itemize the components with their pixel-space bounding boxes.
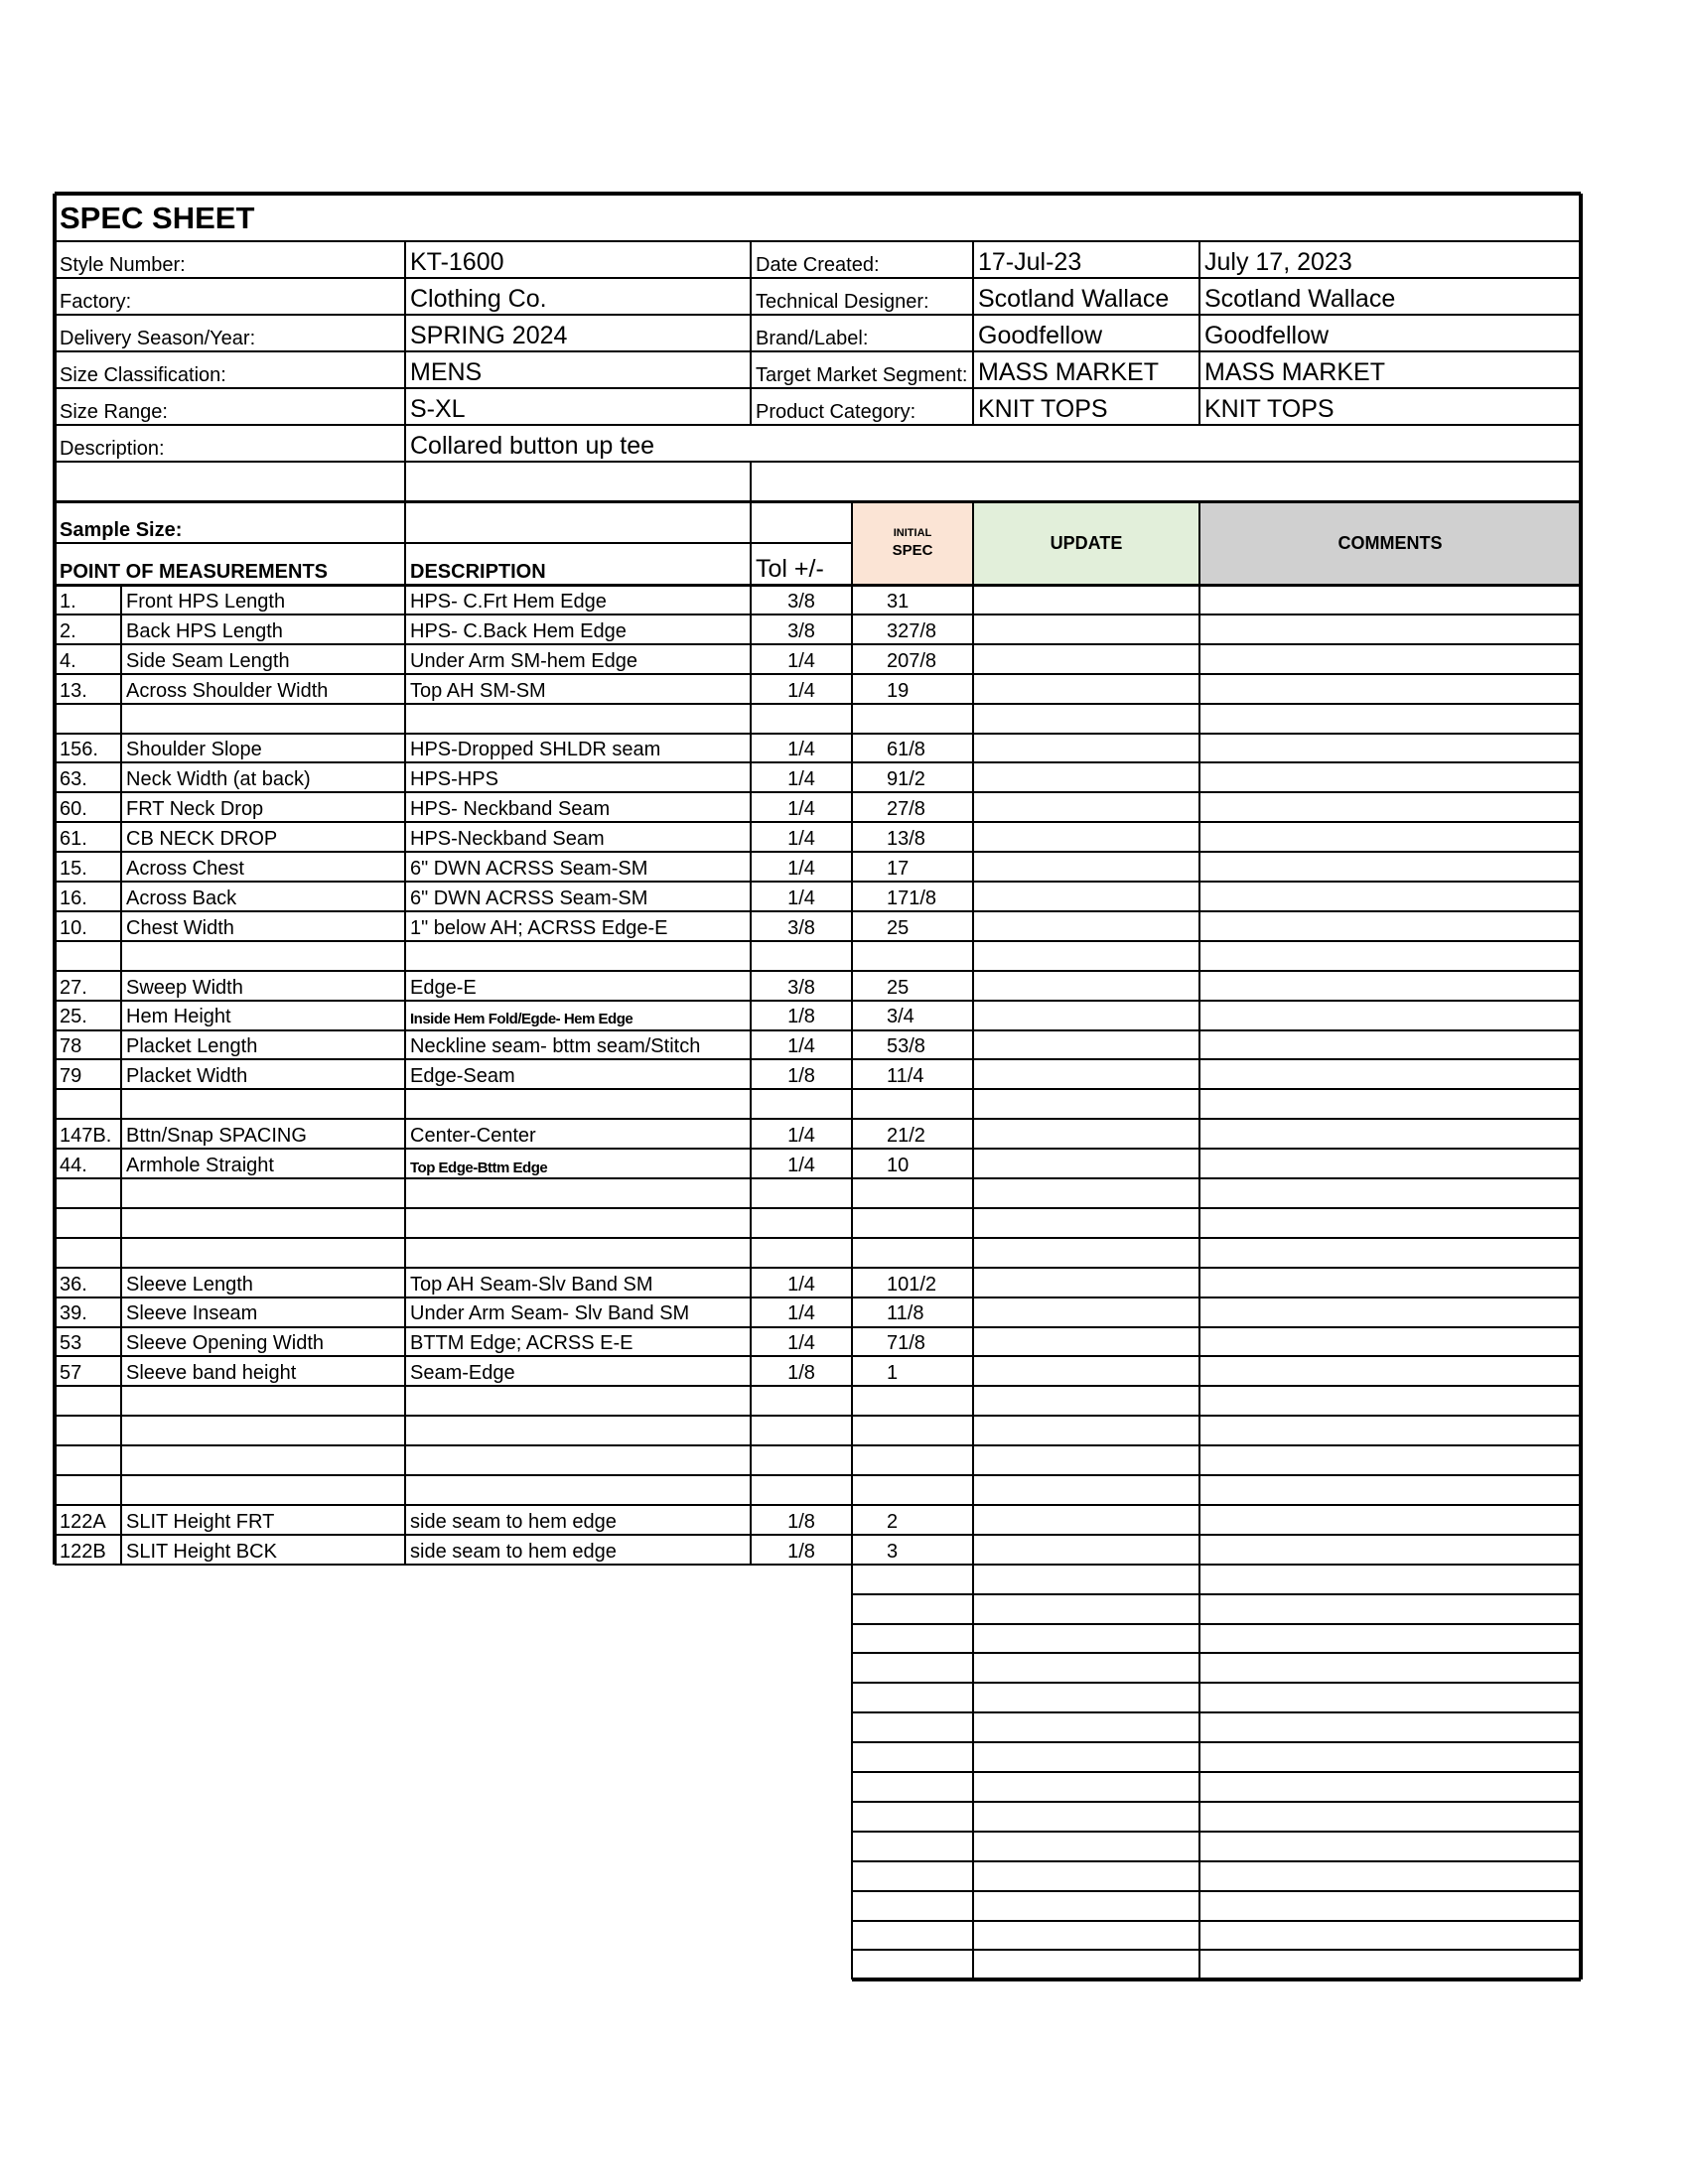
pom-name: Placket Width <box>126 1065 248 1088</box>
pom-description: Edge-Seam <box>410 1065 515 1088</box>
header-label: Size Range: <box>60 401 168 423</box>
pom-description <box>405 1386 751 1416</box>
sample-size-label: Sample Size: <box>60 519 183 541</box>
pom-initial-spec <box>852 1475 973 1505</box>
pom-number: 122A <box>60 1510 106 1533</box>
grid-line-h <box>55 542 852 544</box>
pom-description: side seam to hem edge <box>410 1510 617 1533</box>
header-label: Brand/Label: <box>756 328 869 349</box>
grid-line-h <box>852 1831 1581 1833</box>
pom-tolerance <box>751 1475 852 1505</box>
pom-description: Top Edge-Bttm Edge <box>410 1159 548 1176</box>
pom-tolerance: 1/8 <box>787 1362 815 1385</box>
pom-name: SLIT Height BCK <box>126 1540 277 1563</box>
pom-description: Center-Center <box>410 1125 536 1148</box>
pom-number: 57 <box>60 1362 82 1385</box>
description-label: Description: <box>60 438 165 460</box>
pom-tolerance: 1/4 <box>787 739 815 761</box>
grid-line-h <box>852 1890 1581 1892</box>
pom-number: 53 <box>60 1332 82 1355</box>
pom-number: 4. <box>60 649 76 672</box>
pom-tolerance <box>751 1238 852 1268</box>
pom-initial-spec <box>852 941 973 971</box>
grid-line-h <box>55 1564 1581 1566</box>
pom-tolerance: 3/8 <box>787 916 815 939</box>
pom-number: 36. <box>60 1273 87 1296</box>
grid-line-h <box>55 1444 1581 1446</box>
description-value: Collared button up tee <box>410 432 655 460</box>
pom-initial-spec: 17 <box>887 857 910 880</box>
grid-line-h <box>55 1118 1581 1120</box>
pom-number: 16. <box>60 887 87 909</box>
pom-initial-spec <box>852 1445 973 1475</box>
pom-description <box>405 1089 751 1119</box>
pom-initial-spec: 327/8 <box>887 619 937 642</box>
pom-number <box>55 1208 121 1238</box>
pom-number <box>55 1445 121 1475</box>
grid-line-h <box>55 821 1581 823</box>
header-label: Size Classification: <box>60 364 226 386</box>
pom-initial-spec <box>852 1089 973 1119</box>
grid-line-v <box>972 501 974 1979</box>
pom-description: HPS-HPS <box>410 768 498 791</box>
pom-initial-spec <box>852 1208 973 1238</box>
pom-description: HPS- C.Frt Hem Edge <box>410 590 607 613</box>
grid-line-h <box>55 1385 1581 1387</box>
pom-tolerance: 3/8 <box>787 619 815 642</box>
pom-description <box>405 1475 751 1505</box>
pom-initial-spec: 13/8 <box>887 828 925 851</box>
pom-tolerance: 1/8 <box>787 1065 815 1088</box>
pom-name <box>121 941 405 971</box>
grid-line-h <box>55 1058 1581 1060</box>
pom-number <box>55 704 121 734</box>
pom-tolerance: 1/4 <box>787 1035 815 1058</box>
pom-initial-spec: 61/8 <box>887 739 925 761</box>
pom-name: Neck Width (at back) <box>126 768 311 791</box>
pom-description: Top AH SM-SM <box>410 679 546 702</box>
grid-line-h <box>55 314 1581 316</box>
pom-number: 147B. <box>60 1125 112 1148</box>
grid-line-h <box>852 1741 1581 1743</box>
pom-name: Sleeve Length <box>126 1273 253 1296</box>
pom-number: 61. <box>60 828 87 851</box>
grid-line-h <box>852 1771 1581 1773</box>
pom-name: Back HPS Length <box>126 619 283 642</box>
pom-initial-spec: 101/2 <box>887 1273 937 1296</box>
pom-initial-spec <box>852 1178 973 1208</box>
header-label: Factory: <box>60 291 132 313</box>
pom-number: 1. <box>60 590 76 613</box>
pom-initial-spec <box>852 704 973 734</box>
pom-description <box>405 1445 751 1475</box>
pom-description: Edge-E <box>410 976 477 999</box>
pom-name: FRT Neck Drop <box>126 798 264 821</box>
pom-number: 2. <box>60 619 76 642</box>
pom-number: 25. <box>60 1006 87 1028</box>
header-value: KNIT TOPS <box>978 395 1108 423</box>
pom-tolerance: 1/8 <box>787 1006 815 1028</box>
pom-name: Across Chest <box>126 857 244 880</box>
grid-line-h <box>55 910 1581 912</box>
header-label: Delivery Season/Year: <box>60 328 256 349</box>
pom-number: 63. <box>60 768 87 791</box>
pom-tolerance: 1/4 <box>787 1332 815 1355</box>
grid-line-h <box>852 1682 1581 1684</box>
pom-initial-spec: 11/8 <box>887 1302 924 1325</box>
pom-name: Sleeve band height <box>126 1362 297 1385</box>
pom-description <box>405 1208 751 1238</box>
pom-description: 6" DWN ACRSS Seam-SM <box>410 857 648 880</box>
grid-line-h <box>55 970 1581 972</box>
pom-name: Hem Height <box>126 1006 231 1028</box>
pom-name: Across Back <box>126 887 237 909</box>
pom-tolerance: 1/4 <box>787 1302 815 1325</box>
pom-description: HPS-Neckband Seam <box>410 828 605 851</box>
pom-tolerance <box>751 1416 852 1445</box>
pom-description <box>405 1238 751 1268</box>
grid-line-h <box>55 192 1581 196</box>
grid-line-h <box>55 1000 1581 1002</box>
pom-number <box>55 1386 121 1416</box>
pom-name: Sleeve Inseam <box>126 1302 258 1325</box>
comments-header: COMMENTS <box>1337 533 1443 553</box>
grid-line-h <box>55 424 1581 426</box>
pom-name: Sweep Width <box>126 976 243 999</box>
pom-description <box>405 704 751 734</box>
pom-description: HPS- Neckband Seam <box>410 798 611 821</box>
pom-initial-spec: 31 <box>887 590 910 613</box>
pom-tolerance <box>751 1386 852 1416</box>
grid-line-h <box>852 1978 1581 1981</box>
grid-line-h <box>55 584 1581 587</box>
header-label: Style Number: <box>60 254 186 276</box>
pom-initial-spec: 53/8 <box>887 1035 925 1058</box>
pom-description: side seam to hem edge <box>410 1540 617 1563</box>
grid-line-h <box>55 791 1581 793</box>
pom-initial-spec: 71/8 <box>887 1332 925 1355</box>
pom-description: Under Arm SM-hem Edge <box>410 649 637 672</box>
pom-name <box>121 1475 405 1505</box>
pom-name: CB NECK DROP <box>126 828 278 851</box>
grid-line-h <box>55 500 1581 503</box>
pom-name: Chest Width <box>126 916 234 939</box>
grid-line-h <box>55 1474 1581 1476</box>
pom-initial-spec: 207/8 <box>887 649 937 672</box>
grid-line-h <box>55 1207 1581 1209</box>
grid-line-v <box>1579 194 1583 1979</box>
pom-tolerance: 3/8 <box>787 590 815 613</box>
grid-line-h <box>55 940 1581 942</box>
grid-line-h <box>852 1711 1581 1713</box>
grid-line-h <box>55 1415 1581 1417</box>
pom-initial-spec: 25 <box>887 976 910 999</box>
pom-number: 78 <box>60 1035 82 1058</box>
pom-initial-spec: 21/2 <box>887 1125 925 1148</box>
pom-tolerance: 1/4 <box>787 649 815 672</box>
pom-name <box>121 1238 405 1268</box>
grid-line-h <box>55 1177 1581 1179</box>
initial-label: INITIAL <box>893 527 932 539</box>
pom-initial-spec: 2 <box>887 1510 899 1533</box>
header-value: Scotland Wallace <box>978 285 1170 313</box>
pom-initial-spec <box>852 1238 973 1268</box>
pom-initial-spec: 11/4 <box>887 1065 924 1088</box>
pom-number: 15. <box>60 857 87 880</box>
grid-line-h <box>852 1593 1581 1595</box>
pom-description <box>405 941 751 971</box>
grid-line-h <box>852 1623 1581 1625</box>
pom-number: 122B <box>60 1540 106 1563</box>
header-value: MENS <box>410 358 483 386</box>
grid-line-h <box>55 1355 1581 1357</box>
grid-line-h <box>55 1267 1581 1269</box>
pom-tolerance: 1/8 <box>787 1510 815 1533</box>
grid-line-h <box>55 761 1581 763</box>
pom-description: 6" DWN ACRSS Seam-SM <box>410 887 648 909</box>
grid-line-h <box>852 1801 1581 1803</box>
grid-line-v <box>750 241 752 425</box>
description-header: DESCRIPTION <box>410 561 546 583</box>
grid-line-h <box>55 1088 1581 1090</box>
grid-line-v <box>1198 241 1200 425</box>
pom-name <box>121 1386 405 1416</box>
pom-description: Top AH Seam-Slv Band SM <box>410 1273 653 1296</box>
header-label: Target Market Segment: <box>756 364 968 386</box>
pom-initial-spec: 25 <box>887 916 910 939</box>
pom-tolerance <box>751 704 852 734</box>
pom-number <box>55 1416 121 1445</box>
pom-tolerance: 1/4 <box>787 1273 815 1296</box>
pom-tolerance: 1/4 <box>787 679 815 702</box>
pom-description: HPS-Dropped SHLDR seam <box>410 739 661 761</box>
spec-label: SPEC <box>892 542 933 559</box>
pom-initial-spec: 171/8 <box>887 887 937 909</box>
pom-initial-spec: 10 <box>887 1154 910 1176</box>
pom-initial-spec <box>852 1386 973 1416</box>
pom-tolerance <box>751 1089 852 1119</box>
grid-line-h <box>55 461 1581 463</box>
pom-tolerance: 1/8 <box>787 1540 815 1563</box>
pom-number <box>55 1089 121 1119</box>
grid-line-h <box>55 1148 1581 1150</box>
grid-line-h <box>55 1297 1581 1298</box>
pom-number: 156. <box>60 739 98 761</box>
grid-line-v <box>972 241 974 425</box>
grid-line-h <box>852 1920 1581 1922</box>
grid-line-h <box>55 1504 1581 1506</box>
pom-name: Armhole Straight <box>126 1154 274 1176</box>
header-value: MASS MARKET <box>1204 358 1385 386</box>
pom-number: 79 <box>60 1065 82 1088</box>
header-label: Date Created: <box>756 254 880 276</box>
header-value: KNIT TOPS <box>1204 395 1335 423</box>
pom-description: Under Arm Seam- Slv Band SM <box>410 1302 690 1325</box>
pom-initial-spec: 91/2 <box>887 768 925 791</box>
pom-tolerance: 1/4 <box>787 887 815 909</box>
header-value: Scotland Wallace <box>1204 285 1396 313</box>
pom-name <box>121 704 405 734</box>
pom-tolerance <box>751 1208 852 1238</box>
pom-tolerance <box>751 1445 852 1475</box>
pom-number: 13. <box>60 679 87 702</box>
initial-spec-header <box>852 501 973 585</box>
pom-tolerance: 1/4 <box>787 828 815 851</box>
pom-header: POINT OF MEASUREMENTS <box>60 561 329 583</box>
pom-description <box>405 1178 751 1208</box>
grid-line-h <box>55 1534 1581 1536</box>
pom-description: 1" below AH; ACRSS Edge-E <box>410 916 668 939</box>
pom-number: 44. <box>60 1154 87 1176</box>
pom-name: Sleeve Opening Width <box>126 1332 325 1355</box>
grid-line-h <box>852 1860 1581 1862</box>
header-value: July 17, 2023 <box>1204 248 1352 276</box>
pom-name: Placket Length <box>126 1035 258 1058</box>
pom-name: Side Seam Length <box>126 649 290 672</box>
pom-number <box>55 941 121 971</box>
pom-name: Shoulder Slope <box>126 739 262 761</box>
pom-tolerance: 1/4 <box>787 798 815 821</box>
grid-line-h <box>55 1237 1581 1239</box>
grid-line-v <box>120 585 122 1565</box>
grid-line-h <box>55 614 1581 615</box>
pom-name <box>121 1445 405 1475</box>
pom-number: 60. <box>60 798 87 821</box>
grid-line-h <box>55 350 1581 352</box>
pom-name <box>121 1178 405 1208</box>
grid-line-h <box>55 643 1581 645</box>
pom-initial-spec: 27/8 <box>887 798 925 821</box>
grid-line-h <box>55 881 1581 883</box>
pom-number <box>55 1475 121 1505</box>
page-title: SPEC SHEET <box>60 200 255 235</box>
grid-line-v <box>851 501 853 1979</box>
pom-initial-spec: 19 <box>887 679 910 702</box>
pom-tolerance: 1/4 <box>787 857 815 880</box>
pom-name <box>121 1208 405 1238</box>
grid-line-v <box>1198 501 1200 1979</box>
pom-initial-spec <box>852 1416 973 1445</box>
pom-tolerance <box>751 941 852 971</box>
pom-name <box>121 1089 405 1119</box>
pom-number: 39. <box>60 1302 87 1325</box>
pom-number: 10. <box>60 916 87 939</box>
header-value: KT-1600 <box>410 248 504 276</box>
header-label: Technical Designer: <box>756 291 929 313</box>
tol-header: Tol +/- <box>756 555 824 583</box>
pom-number: 27. <box>60 976 87 999</box>
pom-tolerance: 3/8 <box>787 976 815 999</box>
grid-line-h <box>55 387 1581 389</box>
grid-line-h <box>852 1652 1581 1654</box>
pom-name <box>121 1416 405 1445</box>
pom-description: HPS- C.Back Hem Edge <box>410 619 627 642</box>
pom-tolerance: 1/4 <box>787 1125 815 1148</box>
update-header: UPDATE <box>1050 533 1123 553</box>
header-label: Product Category: <box>756 401 916 423</box>
grid-line-h <box>55 703 1581 705</box>
pom-tolerance: 1/4 <box>787 768 815 791</box>
grid-line-h <box>55 240 1581 242</box>
grid-line-h <box>55 277 1581 279</box>
pom-name: Across Shoulder Width <box>126 679 329 702</box>
grid-line-h <box>55 673 1581 675</box>
pom-initial-spec: 3/4 <box>887 1006 914 1028</box>
grid-line-h <box>55 1326 1581 1328</box>
pom-initial-spec: 1 <box>887 1362 899 1385</box>
pom-name: Bttn/Snap SPACING <box>126 1125 307 1148</box>
pom-tolerance: 1/4 <box>787 1154 815 1176</box>
grid-line-v <box>53 194 57 1565</box>
pom-name: SLIT Height FRT <box>126 1510 275 1533</box>
pom-name: Front HPS Length <box>126 590 286 613</box>
header-value: Goodfellow <box>1204 322 1330 349</box>
header-value: SPRING 2024 <box>410 322 568 349</box>
header-value: 17-Jul-23 <box>978 248 1082 276</box>
header-value: MASS MARKET <box>978 358 1159 386</box>
pom-description: Inside Hem Fold/Egde- Hem Edge <box>410 1011 633 1028</box>
pom-description: Neckline seam- bttm seam/Stitch <box>410 1035 701 1058</box>
header-value: S-XL <box>410 395 466 423</box>
pom-description <box>405 1416 751 1445</box>
grid-line-v <box>404 241 406 1565</box>
grid-line-h <box>852 1949 1581 1951</box>
grid-line-h <box>55 851 1581 853</box>
pom-number <box>55 1238 121 1268</box>
header-value: Clothing Co. <box>410 285 547 313</box>
grid-line-h <box>55 1029 1581 1031</box>
header-value: Goodfellow <box>978 322 1103 349</box>
pom-description: BTTM Edge; ACRSS E-E <box>410 1332 633 1355</box>
pom-tolerance <box>751 1178 852 1208</box>
pom-initial-spec: 3 <box>887 1540 899 1563</box>
grid-line-h <box>55 733 1581 735</box>
grid-line-v <box>750 462 752 1565</box>
pom-number <box>55 1178 121 1208</box>
pom-description: Seam-Edge <box>410 1362 515 1385</box>
